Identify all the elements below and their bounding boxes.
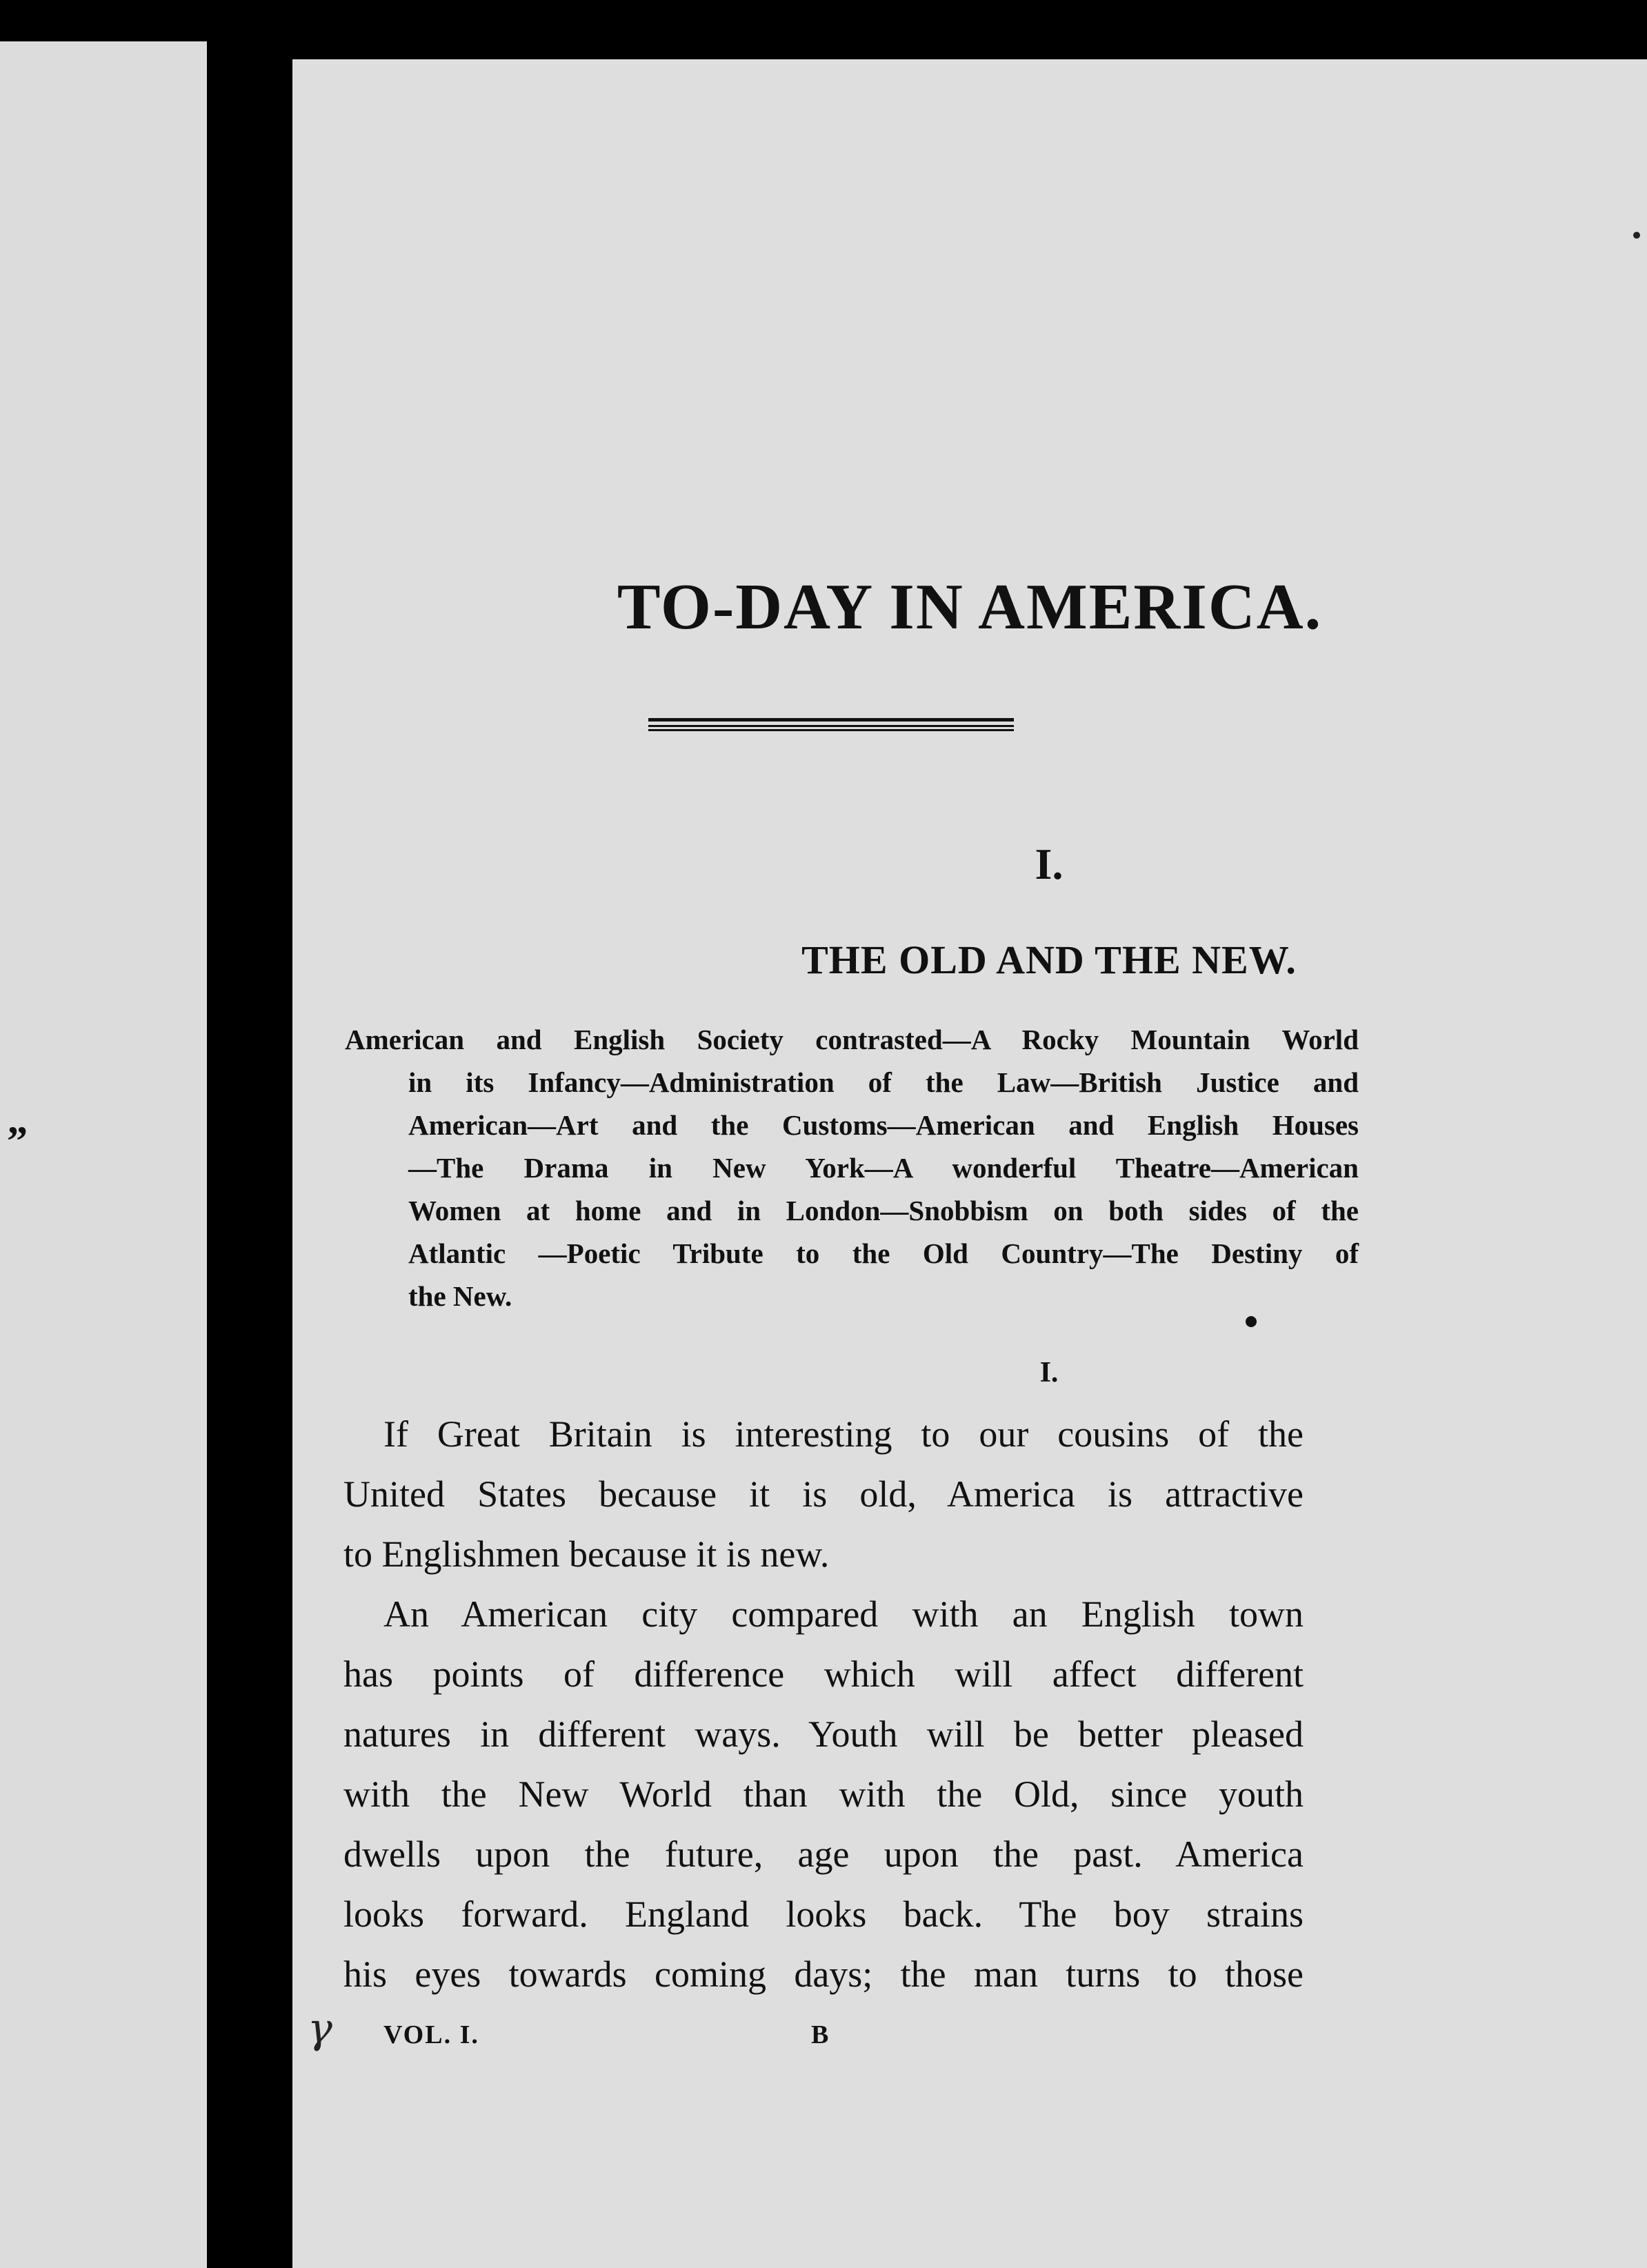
title-rule-line-2: [648, 725, 1014, 727]
synopsis-line: —The Drama in New York—A wonderful Theatre—American: [408, 1152, 1359, 1184]
section-number: I.: [1039, 1357, 1059, 1389]
chapter-number: I.: [1035, 839, 1064, 888]
left-page-edge: [0, 41, 207, 2268]
chapter-title: THE OLD AND THE NEW.: [801, 937, 1297, 982]
body-line: dwells upon the future, age upon the past. America: [343, 1833, 1304, 1875]
ink-speck: [1633, 232, 1640, 239]
title-rule-line-3: [648, 729, 1014, 731]
title-rule: [648, 718, 1014, 732]
body-line: natures in different ways. Youth will be better pleased: [343, 1713, 1304, 1755]
book-page: [292, 59, 1647, 2268]
body-line: has points of difference which will affect different: [343, 1653, 1304, 1695]
body-line: his eyes towards coming days; the man turns to those: [343, 1953, 1304, 1995]
synopsis-line: Women at home and in London—Snobbism on both sides of the: [408, 1195, 1359, 1226]
book-title: TO-DAY IN AMERICA.: [617, 571, 1323, 643]
body-line: An American city compared with an English town: [383, 1593, 1304, 1635]
synopsis-line: Atlantic —Poetic Tribute to the Old Country—The Destiny of: [408, 1237, 1359, 1269]
ink-dot: [1246, 1316, 1257, 1327]
synopsis-line: American and English Society contrasted—A Rocky Mountain World: [345, 1024, 1359, 1055]
body-line: to Englishmen because it is new.: [343, 1533, 830, 1575]
body-line: with the New World than with the Old, since youth: [343, 1773, 1304, 1815]
chapter-synopsis: [345, 1018, 1359, 1317]
left-page-quote-mark: ”: [7, 1118, 28, 1164]
body-text: [343, 1404, 1304, 2005]
footer-signature-mark: B: [811, 2020, 829, 2049]
footer-volume: VOL. I.: [383, 2020, 479, 2049]
synopsis-line: in its Infancy—Administration of the Law—British Justice and: [408, 1066, 1359, 1098]
synopsis-line: American—Art and the Customs—American and English Houses: [408, 1109, 1359, 1141]
body-line: United States because it is old, America is attractive: [343, 1473, 1304, 1515]
title-rule-line-1: [648, 718, 1014, 722]
pencil-annotation: γ: [308, 2005, 332, 2053]
body-line: looks forward. England looks back. The boy strains: [343, 1893, 1304, 1935]
body-line: If Great Britain is interesting to our cousins of the: [383, 1413, 1304, 1455]
synopsis-line: the New.: [408, 1280, 512, 1312]
